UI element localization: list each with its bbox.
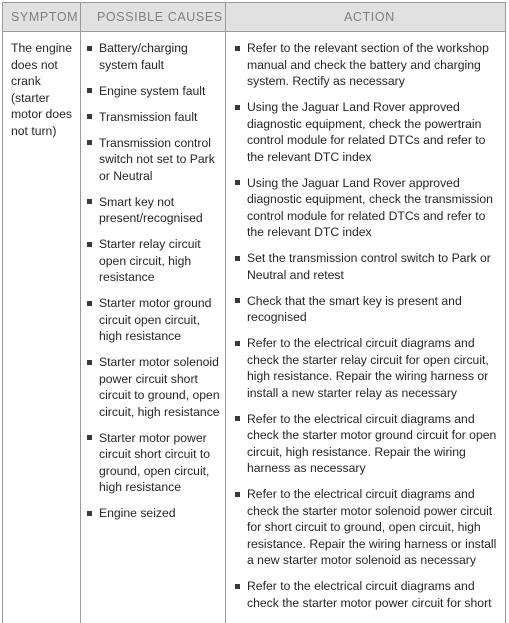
- cause-item: [83, 236, 223, 286]
- bullet-icon: [235, 341, 240, 346]
- action-item-text: Refer to the electrical circuit diagrams and check the starter motor power circuit for short: [247, 579, 492, 610]
- bullet-icon: [87, 199, 92, 204]
- column-divider: [80, 2, 81, 623]
- cause-item: [83, 109, 223, 126]
- cause-item-text: Transmission fault: [99, 109, 198, 124]
- bullet-icon: [235, 105, 240, 110]
- action-item-text: Check that the smart key is present and recognised: [247, 293, 462, 324]
- header-possible-causes: POSSIBLE CAUSES: [97, 10, 223, 24]
- diagnostic-table: [2, 2, 506, 623]
- bullet-icon: [87, 140, 92, 145]
- cause-item: [83, 194, 223, 227]
- bullet-icon: [235, 46, 240, 51]
- action-item: [231, 99, 503, 165]
- cause-item-text: Battery/charging system fault: [99, 41, 188, 72]
- action-item: [231, 411, 503, 477]
- bullet-icon: [235, 298, 240, 303]
- action-item: [231, 486, 503, 569]
- cause-item-text: Smart key not present/recognised: [99, 194, 203, 225]
- symptom-cell: The engine does not crank (starter motor does not turn): [11, 41, 72, 138]
- action-item: [231, 578, 503, 611]
- possible-causes-list: [83, 40, 223, 531]
- actions-list: [231, 40, 503, 621]
- bullet-icon: [235, 180, 240, 185]
- action-item-text: Using the Jaguar Land Rover approved diagnostic equipment, check the powertrain control module for related DTCs and refer to the relevant DTC index: [247, 100, 486, 164]
- bullet-icon: [87, 46, 92, 51]
- cause-item: [83, 83, 223, 100]
- action-item: [231, 250, 503, 283]
- action-item-text: Refer to the electrical circuit diagrams and check the starter motor ground circuit for open circuit, high resistance. Repair the wiring harness as necessary: [247, 411, 497, 475]
- bullet-icon: [87, 435, 92, 440]
- bullet-icon: [87, 511, 92, 516]
- action-item: [231, 293, 503, 326]
- cause-item-text: Engine seized: [99, 506, 176, 520]
- action-item-text: Refer to the electrical circuit diagrams and check the starter motor solenoid power circuit for short circuit to ground, open circuit, high resistance. Repair the wiring harness or install a new starter motor solenoid as necessary: [247, 487, 497, 567]
- bullet-icon: [235, 416, 240, 421]
- header-action: ACTION: [344, 10, 395, 24]
- column-divider: [225, 2, 226, 623]
- cause-item: [83, 40, 223, 73]
- action-item-text: Using the Jaguar Land Rover approved diagnostic equipment, check the transmission control module for related DTCs and refer to the relevant DTC index: [247, 175, 493, 239]
- bullet-icon: [235, 256, 240, 261]
- cause-item: [83, 505, 223, 522]
- cause-item: [83, 295, 223, 345]
- cause-item: [83, 354, 223, 420]
- bullet-icon: [87, 242, 92, 247]
- cause-item: [83, 135, 223, 185]
- action-item-text: Refer to the electrical circuit diagrams and check the starter relay circuit for open circuit, high resistance. Repair the wiring harness or install a new starter relay as necessary: [247, 336, 489, 400]
- cause-item-text: Starter motor ground circuit open circuit, high resistance: [99, 296, 212, 343]
- bullet-icon: [87, 301, 92, 306]
- bullet-icon: [87, 114, 92, 119]
- cause-item-text: Starter motor power circuit short circuit to ground, open circuit, high resistance: [99, 430, 211, 494]
- cause-item-text: Starter relay circuit open circuit, high resistance: [99, 237, 201, 284]
- cause-item: [83, 430, 223, 496]
- action-item-text: Refer to the relevant section of the workshop manual and check the battery and charging system. Rectify as necessary: [247, 41, 489, 88]
- action-item: [231, 40, 503, 90]
- action-item: [231, 175, 503, 241]
- cause-item-text: Engine system fault: [99, 83, 206, 98]
- bullet-icon: [235, 584, 240, 589]
- cause-item-text: Starter motor solenoid power circuit short circuit to ground, open circuit, high resistance: [99, 355, 220, 419]
- table-header: [3, 2, 505, 32]
- action-item: [231, 335, 503, 401]
- cause-item-text: Transmission control switch not set to Park or Neutral: [99, 135, 215, 183]
- header-symptom: SYMPTOM: [11, 10, 79, 24]
- bullet-icon: [235, 492, 240, 497]
- action-item-text: Set the transmission control switch to Park or Neutral and retest: [247, 251, 491, 282]
- bullet-icon: [87, 360, 92, 365]
- bullet-icon: [87, 88, 92, 93]
